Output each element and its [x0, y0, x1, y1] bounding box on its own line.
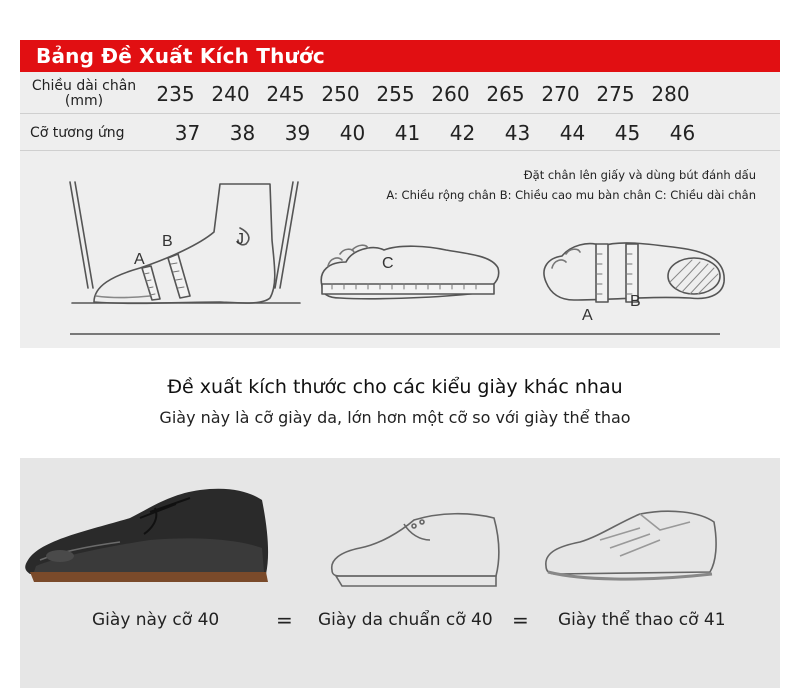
foot-length-cell: 250: [321, 82, 360, 106]
equals-sign: =: [512, 608, 529, 632]
leather-shoe-label: Giày da chuẩn cỡ 40: [318, 610, 493, 630]
label-a-side: A: [134, 251, 145, 268]
label-b-sole: B: [630, 293, 641, 310]
size-cell: 40: [339, 121, 366, 145]
foot-length-label: Chiều dài chân (mm): [31, 78, 137, 109]
label-b-side: B: [162, 233, 173, 250]
equals-sign: =: [276, 608, 293, 632]
recommend-subheading: Giày này là cỡ giày da, lớn hơn một cỡ so với giày thể thao: [159, 408, 631, 427]
this-shoe-label: Giày này cỡ 40: [92, 610, 220, 630]
size-cell: 45: [614, 121, 641, 145]
size-cell: 46: [669, 121, 696, 145]
sneaker-outline: [546, 511, 716, 579]
foot-length-cell: 235: [156, 82, 195, 106]
size-cell: 39: [284, 121, 311, 145]
sneaker-label: Giày thể thao cỡ 41: [558, 610, 726, 630]
foot-length-cell: 245: [266, 82, 305, 106]
label-c: C: [382, 255, 394, 272]
size-cell: 42: [449, 121, 476, 145]
size-cell: 44: [559, 121, 586, 145]
measure-legend: A: Chiều rộng chân B: Chiều cao mu bàn chân C: Chiều dài chân: [386, 188, 756, 202]
foot-length-cell: 265: [486, 82, 525, 106]
leather-shoe-outline: [332, 514, 499, 586]
size-cell: 41: [394, 121, 421, 145]
foot-length-cell: 260: [431, 82, 470, 106]
label-a-sole: A: [582, 307, 593, 324]
recommend-heading: Đề xuất kích thước cho các kiểu giày khác nhau: [167, 376, 623, 398]
size-cell: 43: [504, 121, 531, 145]
size-cell: 37: [174, 121, 201, 145]
foot-length-cell: 240: [211, 82, 250, 106]
measure-instruction: Đặt chân lên giấy và dùng bút đánh dấu: [523, 168, 756, 182]
foot-length-cell: 275: [596, 82, 635, 106]
label-j: J: [236, 231, 244, 248]
foot-length-cell: 280: [651, 82, 690, 106]
product-shoe-image: [25, 489, 268, 582]
foot-length-cell: 270: [541, 82, 580, 106]
chart-title: Bảng Đề Xuất Kích Thước: [36, 44, 325, 68]
size-cell: 38: [229, 121, 256, 145]
size-label: Cỡ tương ứng: [30, 124, 125, 141]
foot-length-cell: 255: [376, 82, 415, 106]
